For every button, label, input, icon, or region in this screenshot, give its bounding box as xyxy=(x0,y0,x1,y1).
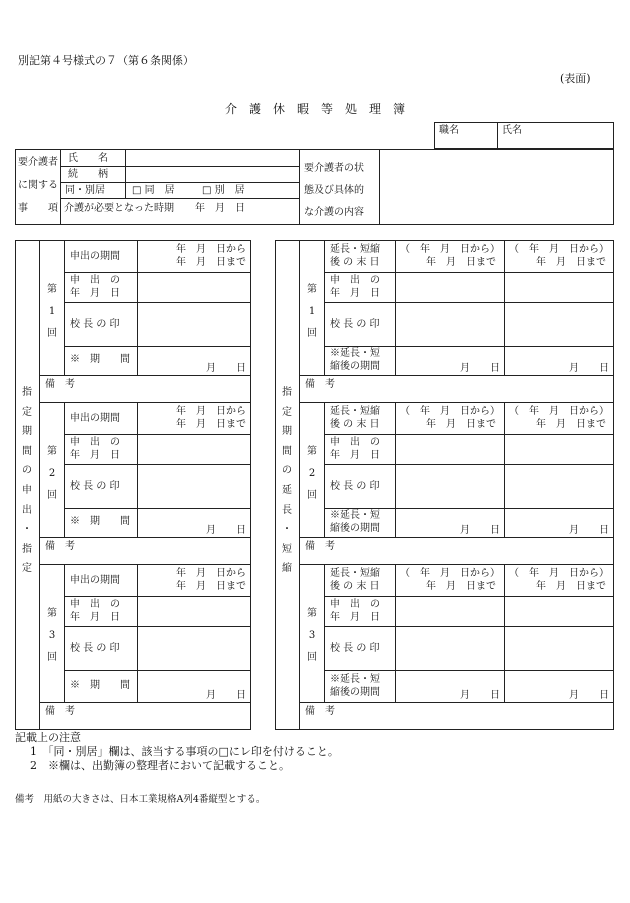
care-group-label-1: 要介護者 xyxy=(18,157,58,168)
care-group-label-3: 事 項 xyxy=(18,203,58,214)
designation-date-label-2: 年 月 日 xyxy=(70,288,120,299)
extension-end-label-2: 後 の 末 日 xyxy=(330,257,380,268)
extension-days-value: 月 日 xyxy=(460,690,500,701)
page-title: 介 護 休 暇 等 処 理 簿 xyxy=(224,102,405,116)
extension-period-label-2: 縮後の期間 xyxy=(330,687,380,698)
designation-remarks-label: 備 考 xyxy=(45,541,75,552)
extension-end-label-2: 後 の 末 日 xyxy=(330,419,380,430)
side-indicator: (表面) xyxy=(560,72,591,85)
extension-days-value: 月 日 xyxy=(460,363,500,374)
care-group-label-2: に関する xyxy=(18,180,58,191)
designation-seal-label: 校 長 の 印 xyxy=(70,643,120,654)
extension-date-label-1: 申 出 の xyxy=(330,437,380,448)
notes-item-2: 2 ※欄は、出勤簿の整理者において記載すること。 xyxy=(30,759,290,772)
extension-end-from: （ 年 月 日から） xyxy=(509,244,609,255)
designation-period-from: 年 月 日から xyxy=(176,244,246,255)
extension-table xyxy=(275,240,614,730)
designation-period-to: 年 月 日まで xyxy=(176,419,246,430)
extension-end-to: 年 月 日まで xyxy=(426,419,496,430)
paper-size-note: 備考 用紙の大きさは、日本工業規格A列4番縦型とする。 xyxy=(15,794,266,805)
relation-label: 続 柄 xyxy=(68,169,108,180)
recipient-name-label: 氏 名 xyxy=(68,153,108,164)
designation-period-label: 申出の期間 xyxy=(70,251,120,262)
form-reference: 別記第４号様式の７（第６条関係） xyxy=(18,54,194,67)
extension-days-value: 月 日 xyxy=(569,525,609,536)
extension-end-to: 年 月 日まで xyxy=(536,257,606,268)
job-title-label: 職名 xyxy=(439,125,459,136)
cohabit-label: 同・別居 xyxy=(65,185,105,196)
extension-period-label-1: ※延長・短 xyxy=(330,348,380,359)
extension-remarks-label: 備 考 xyxy=(305,706,335,717)
extension-ordinal-3: 第 3 回 xyxy=(307,608,317,663)
designation-remarks-label: 備 考 xyxy=(45,706,75,717)
notes-heading: 記載上の注意 xyxy=(15,731,81,744)
extension-end-label-1: 延長・短縮 xyxy=(330,244,380,255)
extension-side-label: 指 定 期 間 の 延 長 ・ 短 縮 xyxy=(282,387,292,575)
designation-ordinal-2: 第 2 回 xyxy=(47,446,57,501)
condition-label-1: 要介護者の状 xyxy=(304,163,364,174)
designation-days-label: ※ 期 間 xyxy=(70,354,130,365)
designation-days-value: 月 日 xyxy=(206,363,246,374)
cohabit-same-checkbox[interactable]: □ 同 居 xyxy=(132,185,175,196)
designation-side-label: 指 定 期 間 の 申 出 ・ 指 定 xyxy=(22,387,32,575)
condition-label-3: な介護の内容 xyxy=(304,207,364,218)
extension-end-from: （ 年 月 日から） xyxy=(509,568,609,579)
extension-seal-label: 校 長 の 印 xyxy=(330,643,380,654)
extension-period-label-2: 縮後の期間 xyxy=(330,523,380,534)
designation-date-label-1: 申 出 の xyxy=(70,437,120,448)
designation-period-from: 年 月 日から xyxy=(176,568,246,579)
designation-period-to: 年 月 日まで xyxy=(176,581,246,592)
extension-days-value: 月 日 xyxy=(569,363,609,374)
staff-box xyxy=(434,122,614,149)
condition-label-2: 態及び具体的 xyxy=(304,185,364,196)
staff-name-label: 氏名 xyxy=(502,125,522,136)
extension-end-from: （ 年 月 日から） xyxy=(509,406,609,417)
designation-date-label-1: 申 出 の xyxy=(70,599,120,610)
designation-period-label: 申出の期間 xyxy=(70,413,120,424)
designation-ordinal-3: 第 3 回 xyxy=(47,608,57,663)
extension-end-label-1: 延長・短縮 xyxy=(330,568,380,579)
designation-period-to: 年 月 日まで xyxy=(176,257,246,268)
extension-ordinal-2: 第 2 回 xyxy=(307,446,317,501)
designation-seal-label: 校 長 の 印 xyxy=(70,481,120,492)
need-start-label: 介護が必要となった時期 xyxy=(64,203,174,214)
extension-remarks-label: 備 考 xyxy=(305,379,335,390)
designation-days-label: ※ 期 間 xyxy=(70,516,130,527)
designation-period-label: 申出の期間 xyxy=(70,575,120,586)
need-start-date: 年 月 日 xyxy=(195,203,245,214)
extension-end-to: 年 月 日まで xyxy=(536,419,606,430)
designation-seal-label: 校 長 の 印 xyxy=(70,319,120,330)
extension-end-to: 年 月 日まで xyxy=(536,581,606,592)
extension-end-to: 年 月 日まで xyxy=(426,257,496,268)
extension-ordinal-1: 第 1 回 xyxy=(307,284,317,339)
designation-days-value: 月 日 xyxy=(206,525,246,536)
extension-period-label-2: 縮後の期間 xyxy=(330,361,380,372)
designation-days-label: ※ 期 間 xyxy=(70,680,130,691)
extension-seal-label: 校 長 の 印 xyxy=(330,481,380,492)
extension-remarks-label: 備 考 xyxy=(305,541,335,552)
extension-period-label-1: ※延長・短 xyxy=(330,674,380,685)
extension-date-label-1: 申 出 の xyxy=(330,599,380,610)
extension-end-label-1: 延長・短縮 xyxy=(330,406,380,417)
designation-date-label-2: 年 月 日 xyxy=(70,612,120,623)
extension-date-label-2: 年 月 日 xyxy=(330,288,380,299)
extension-date-label-2: 年 月 日 xyxy=(330,450,380,461)
extension-end-from: （ 年 月 日から） xyxy=(400,568,500,579)
extension-end-from: （ 年 月 日から） xyxy=(400,406,500,417)
cohabit-separate-checkbox[interactable]: □ 別 居 xyxy=(202,185,245,196)
extension-end-to: 年 月 日まで xyxy=(426,581,496,592)
extension-date-label-2: 年 月 日 xyxy=(330,612,380,623)
extension-seal-label: 校 長 の 印 xyxy=(330,319,380,330)
extension-end-label-2: 後 の 末 日 xyxy=(330,581,380,592)
designation-ordinal-1: 第 1 回 xyxy=(47,284,57,339)
designation-remarks-label: 備 考 xyxy=(45,379,75,390)
designation-date-label-2: 年 月 日 xyxy=(70,450,120,461)
extension-date-label-1: 申 出 の xyxy=(330,275,380,286)
extension-days-value: 月 日 xyxy=(460,525,500,536)
extension-period-label-1: ※延長・短 xyxy=(330,510,380,521)
notes-item-1: 1 「同・別居」欄は、該当する事項の□にレ印を付けること。 xyxy=(30,745,339,758)
designation-period-from: 年 月 日から xyxy=(176,406,246,417)
extension-days-value: 月 日 xyxy=(569,690,609,701)
extension-end-from: （ 年 月 日から） xyxy=(400,244,500,255)
designation-days-value: 月 日 xyxy=(206,690,246,701)
designation-date-label-1: 申 出 の xyxy=(70,275,120,286)
